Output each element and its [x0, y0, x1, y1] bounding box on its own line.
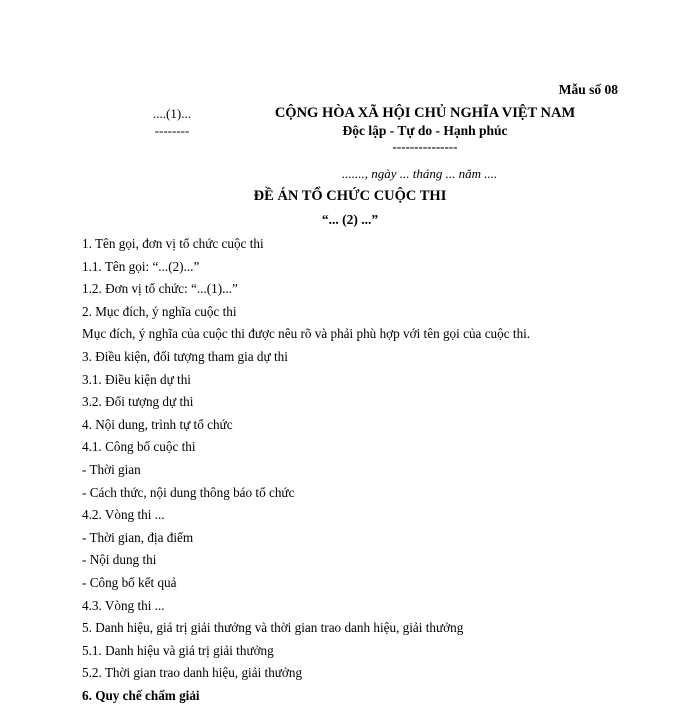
form-number: Mẫu số 08 [558, 82, 618, 97]
date-line: ......., ngày ... tháng ... năm .... [342, 166, 498, 181]
body-line: 1.1. Tên gọi: “...(2)...” [82, 258, 200, 274]
body-line: - Thời gian [82, 461, 141, 477]
motto-dashes: --------------- [392, 139, 458, 154]
organization-dashes: -------- [154, 123, 190, 138]
body-line: 1.2. Đơn vị tổ chức: “...(1)...” [82, 281, 238, 297]
body-line: 5.1. Danh hiệu và giá trị giải thưởng [82, 642, 274, 658]
body-line: - Nội dung thi [82, 552, 157, 568]
body-line: 4.2. Vòng thi ... [82, 507, 165, 523]
body-line: 4.3. Vòng thi ... [82, 597, 165, 613]
national-header [270, 104, 580, 154]
body-line: 3. Điều kiện, đối tượng tham gia dự thi [82, 348, 288, 364]
body-line: 2. Mục đích, ý nghĩa cuộc thi [82, 303, 237, 319]
organization-placeholder: ....(1)... [153, 106, 191, 121]
nation-name: CỘNG HÒA XÃ HỘI CHỦ NGHĨA VIỆT NAM [274, 105, 576, 121]
body-line: - Công bố kết quả [82, 574, 177, 590]
document-subtitle: “... (2) ...” [321, 212, 379, 227]
body-line: 1. Tên gọi, đơn vị tổ chức cuộc thi [82, 236, 264, 251]
body-line: Mục đích, ý nghĩa của cuộc thi được nêu rõ và phải phù hợp với tên gọi của cuộc thi. [82, 326, 531, 342]
body-line: 6. Quy chế chấm giải [82, 687, 200, 703]
national-motto: Độc lập - Tự do - Hạnh phúc [342, 123, 508, 138]
body-line: 3.2. Đối tượng dự thi [82, 394, 194, 410]
document-title: ĐỀ ÁN TỔ CHỨC CUỘC THI [253, 188, 447, 204]
body-line: 3.1. Điều kiện dự thi [82, 371, 191, 387]
organization-block [140, 106, 204, 139]
body-line: 5. Danh hiệu, giá trị giải thưởng và thời gian trao danh hiệu, giải thưởng [82, 620, 464, 636]
body-line: 4.1. Công bố cuộc thi [82, 439, 196, 455]
document-body [82, 233, 682, 707]
body-line: 5.2. Thời gian trao danh hiệu, giải thưởng [82, 665, 303, 681]
body-line: - Cách thức, nội dung thông báo tổ chức [82, 484, 295, 500]
body-line: - Thời gian, địa điểm [82, 529, 194, 545]
body-line: 4. Nội dung, trình tự tổ chức [82, 416, 233, 432]
